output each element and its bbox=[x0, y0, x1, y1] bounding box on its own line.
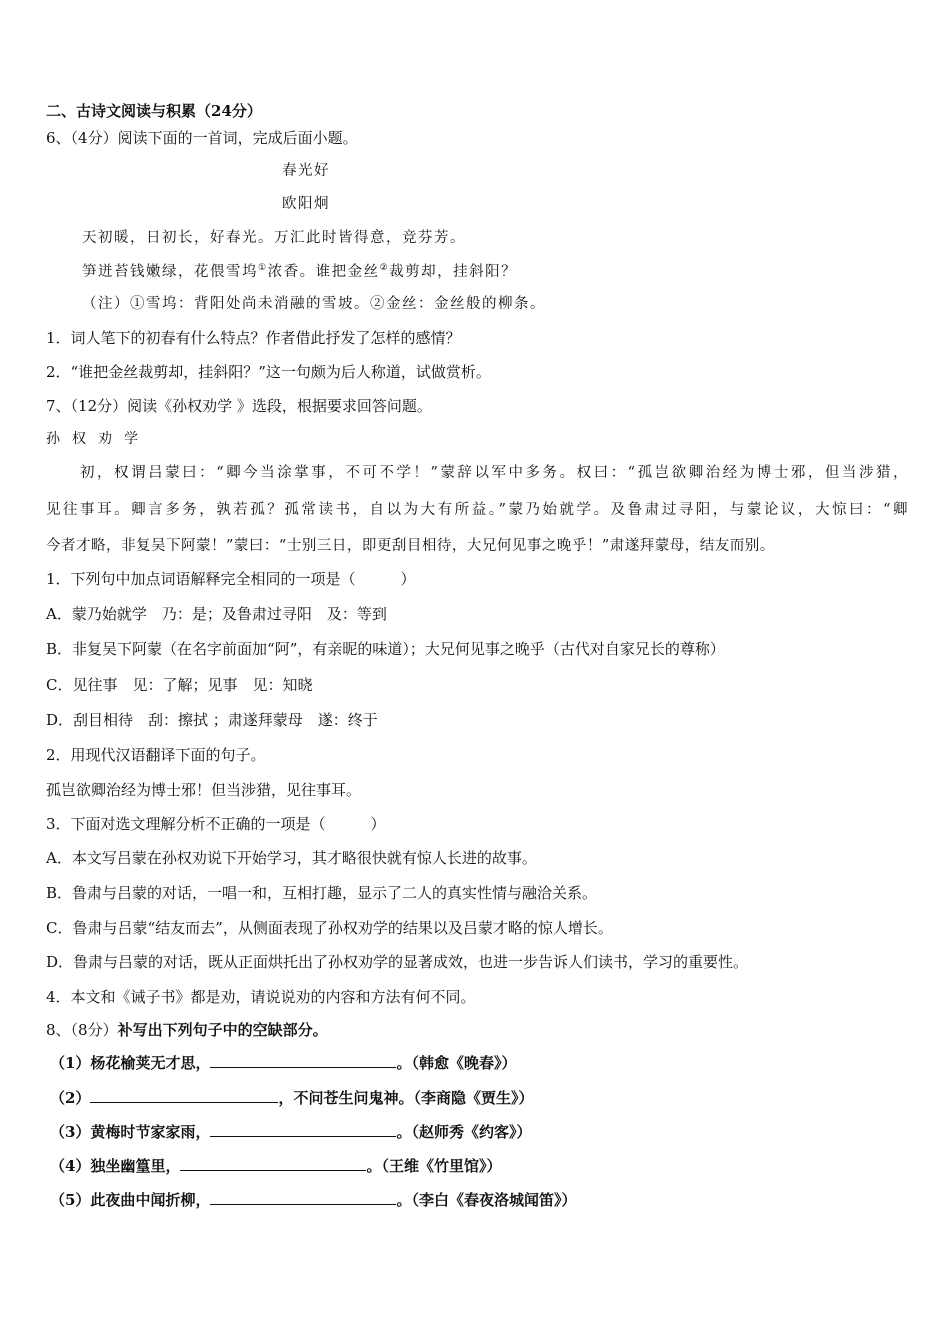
passage-line-1: 初，权谓吕蒙曰：“卿今当涂掌事，不可不学！”蒙辞以军中多务。权曰：“孤岂欲卿治经为博士邪，但当涉猎， bbox=[80, 465, 908, 481]
q8-stem: 8、（8分）补写出下列句子中的空缺部分。 bbox=[46, 1021, 328, 1039]
q7-sub1: 1．下列句中加点词语解释完全相同的一项是（ ） bbox=[46, 570, 416, 588]
poem-note: （注）①雪坞：背阳处尚未消融的雪坡。②金丝：金丝般的柳条。 bbox=[82, 296, 546, 312]
q7-sub3-a: A．本文写吕蒙在孙权劝说下开始学习，其才略很快就有惊人长进的故事。 bbox=[46, 849, 537, 867]
q6-sub1: 1．词人笔下的初春有什么特点？作者借此抒发了怎样的感情？ bbox=[46, 329, 461, 347]
q7-sub2-sentence: 孤岂欲卿治经为博士邪！但当涉猎，见往事耳。 bbox=[46, 781, 362, 799]
q8-item-4: （4）独坐幽篁里， 。（王维《竹里馆》） bbox=[50, 1157, 502, 1175]
section-title: 二、古诗文阅读与积累（24分） bbox=[46, 102, 262, 120]
answer-blank[interactable] bbox=[90, 1088, 278, 1103]
q8-item-3: （3）黄梅时节家家雨， 。（赵师秀《约客》） bbox=[50, 1123, 532, 1141]
answer-blank[interactable] bbox=[210, 1053, 396, 1068]
q6-sub2: 2．“谁把金丝裁剪却，挂斜阳？”这一句颇为后人称道，试做赏析。 bbox=[46, 363, 491, 381]
q7-option-b: B．非复吴下阿蒙（在名字前面加“阿”，有亲昵的味道）；大兄何见事之晚乎（古代对自家兄长的尊称） bbox=[46, 640, 725, 658]
answer-blank[interactable] bbox=[210, 1122, 396, 1137]
q7-option-d: D．刮目相待 刮：擦拭 ；肃遂拜蒙母 遂：终于 bbox=[46, 711, 378, 729]
poem-line-2: 笋迸苔钱嫩绿，花偎雪坞①浓香。谁把金丝②裁剪却，挂斜阳？ bbox=[82, 263, 518, 280]
q8-item-2: （2） ，不问苍生问鬼神。（李商隐《贾生》） bbox=[50, 1089, 534, 1107]
poem-line-1: 天初暖，日初长，好春光。万汇此时皆得意，竞芬芳。 bbox=[82, 230, 466, 246]
q7-stem: 7、（12分）阅读《孙权劝学 》选段，根据要求回答问题。 bbox=[46, 397, 432, 415]
q7-option-c: C．见往事 见：了解；见事 见：知晓 bbox=[46, 676, 313, 694]
q7-option-a: A．蒙乃始就学 乃：是；及鲁肃过寻阳 及：等到 bbox=[46, 605, 387, 623]
q7-sub2: 2．用现代汉语翻译下面的句子。 bbox=[46, 746, 266, 764]
poem-title: 春光好 bbox=[282, 163, 330, 179]
q7-sub3-b: B．鲁肃与吕蒙的对话，一唱一和，互相打趣，显示了二人的真实性情与融洽关系。 bbox=[46, 884, 598, 902]
q7-sub3-c: C．鲁肃与吕蒙“结友而去”，从侧面表现了孙权劝学的结果以及吕蒙才略的惊人增长。 bbox=[46, 919, 613, 937]
q8-item-5: （5）此夜曲中闻折柳， 。（李白《春夜洛城闻笛》） bbox=[50, 1191, 577, 1209]
q7-sub3: 3．下面对选文理解分析不正确的一项是（ ） bbox=[46, 815, 386, 833]
poem-author: 欧阳炯 bbox=[282, 196, 330, 212]
q7-sub3-d: D．鲁肃与吕蒙的对话，既从正面烘托出了孙权劝学的显著成效，也进一步告诉人们读书，学习的重要性。 bbox=[46, 953, 749, 971]
passage-line-3: 今者才略，非复吴下阿蒙！”蒙曰：“士别三日，即更刮目相待，大兄何见事之晚乎！”肃遂拜蒙母，结友而别。 bbox=[46, 538, 775, 554]
answer-blank[interactable] bbox=[210, 1190, 396, 1205]
q8-item-1: （1）杨花榆荚无才思， 。（韩愈《晚春》） bbox=[50, 1054, 517, 1072]
passage-line-2: 见往事耳。卿言多务，孰若孤？孤常读书，自以为大有所益。”蒙乃始就学。及鲁肃过寻阳，与蒙论议，大惊曰：“卿 bbox=[46, 502, 908, 518]
q6-stem: 6、（4分）阅读下面的一首词，完成后面小题。 bbox=[46, 129, 358, 147]
answer-blank[interactable] bbox=[180, 1156, 366, 1171]
passage-title: 孙权劝学 bbox=[46, 431, 150, 447]
q7-sub4: 4．本文和《诫子书》都是劝，请说说劝的内容和方法有何不同。 bbox=[46, 988, 476, 1006]
